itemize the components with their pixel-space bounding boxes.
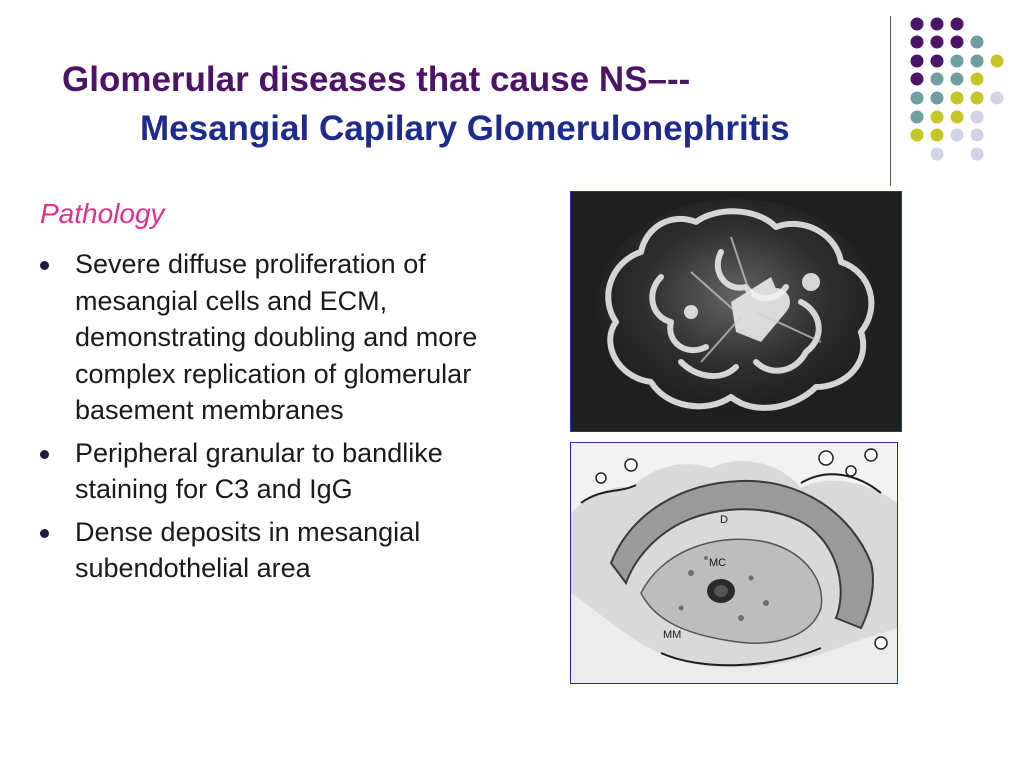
electron-micrograph <box>570 442 898 684</box>
bullet-list <box>40 246 540 593</box>
bullet-item <box>40 246 540 429</box>
bullet-text: Dense deposits in mesangial subendothelial area <box>75 516 421 583</box>
section-heading-pathology: Pathology <box>40 198 165 229</box>
micrograph-label-mm: MM <box>663 629 682 641</box>
divider-line <box>890 16 891 186</box>
micrograph-label-mc: MC <box>709 557 727 569</box>
bullet-item <box>40 514 540 587</box>
decorative-dot-grid <box>0 0 1024 200</box>
slide-title-line2: Mesangial Capilary Glomerulonephritis <box>140 109 790 148</box>
bullet-item <box>40 435 540 508</box>
bullet-icon <box>40 261 49 270</box>
bullet-text: Peripheral granular to bandlike staining for C3 and IgG <box>75 437 443 504</box>
immunofluorescence-micrograph <box>570 191 902 432</box>
bullet-text: Severe diffuse proliferation of mesangial cells and ECM, demonstrating doubling and more complex replication of glomerular basement membranes <box>75 249 478 425</box>
micrograph-label-d: D <box>720 514 728 526</box>
bullet-icon <box>40 450 49 459</box>
slide-title-line1: Glomerular diseases that cause NS–-- <box>62 60 691 99</box>
bullet-icon <box>40 529 49 538</box>
